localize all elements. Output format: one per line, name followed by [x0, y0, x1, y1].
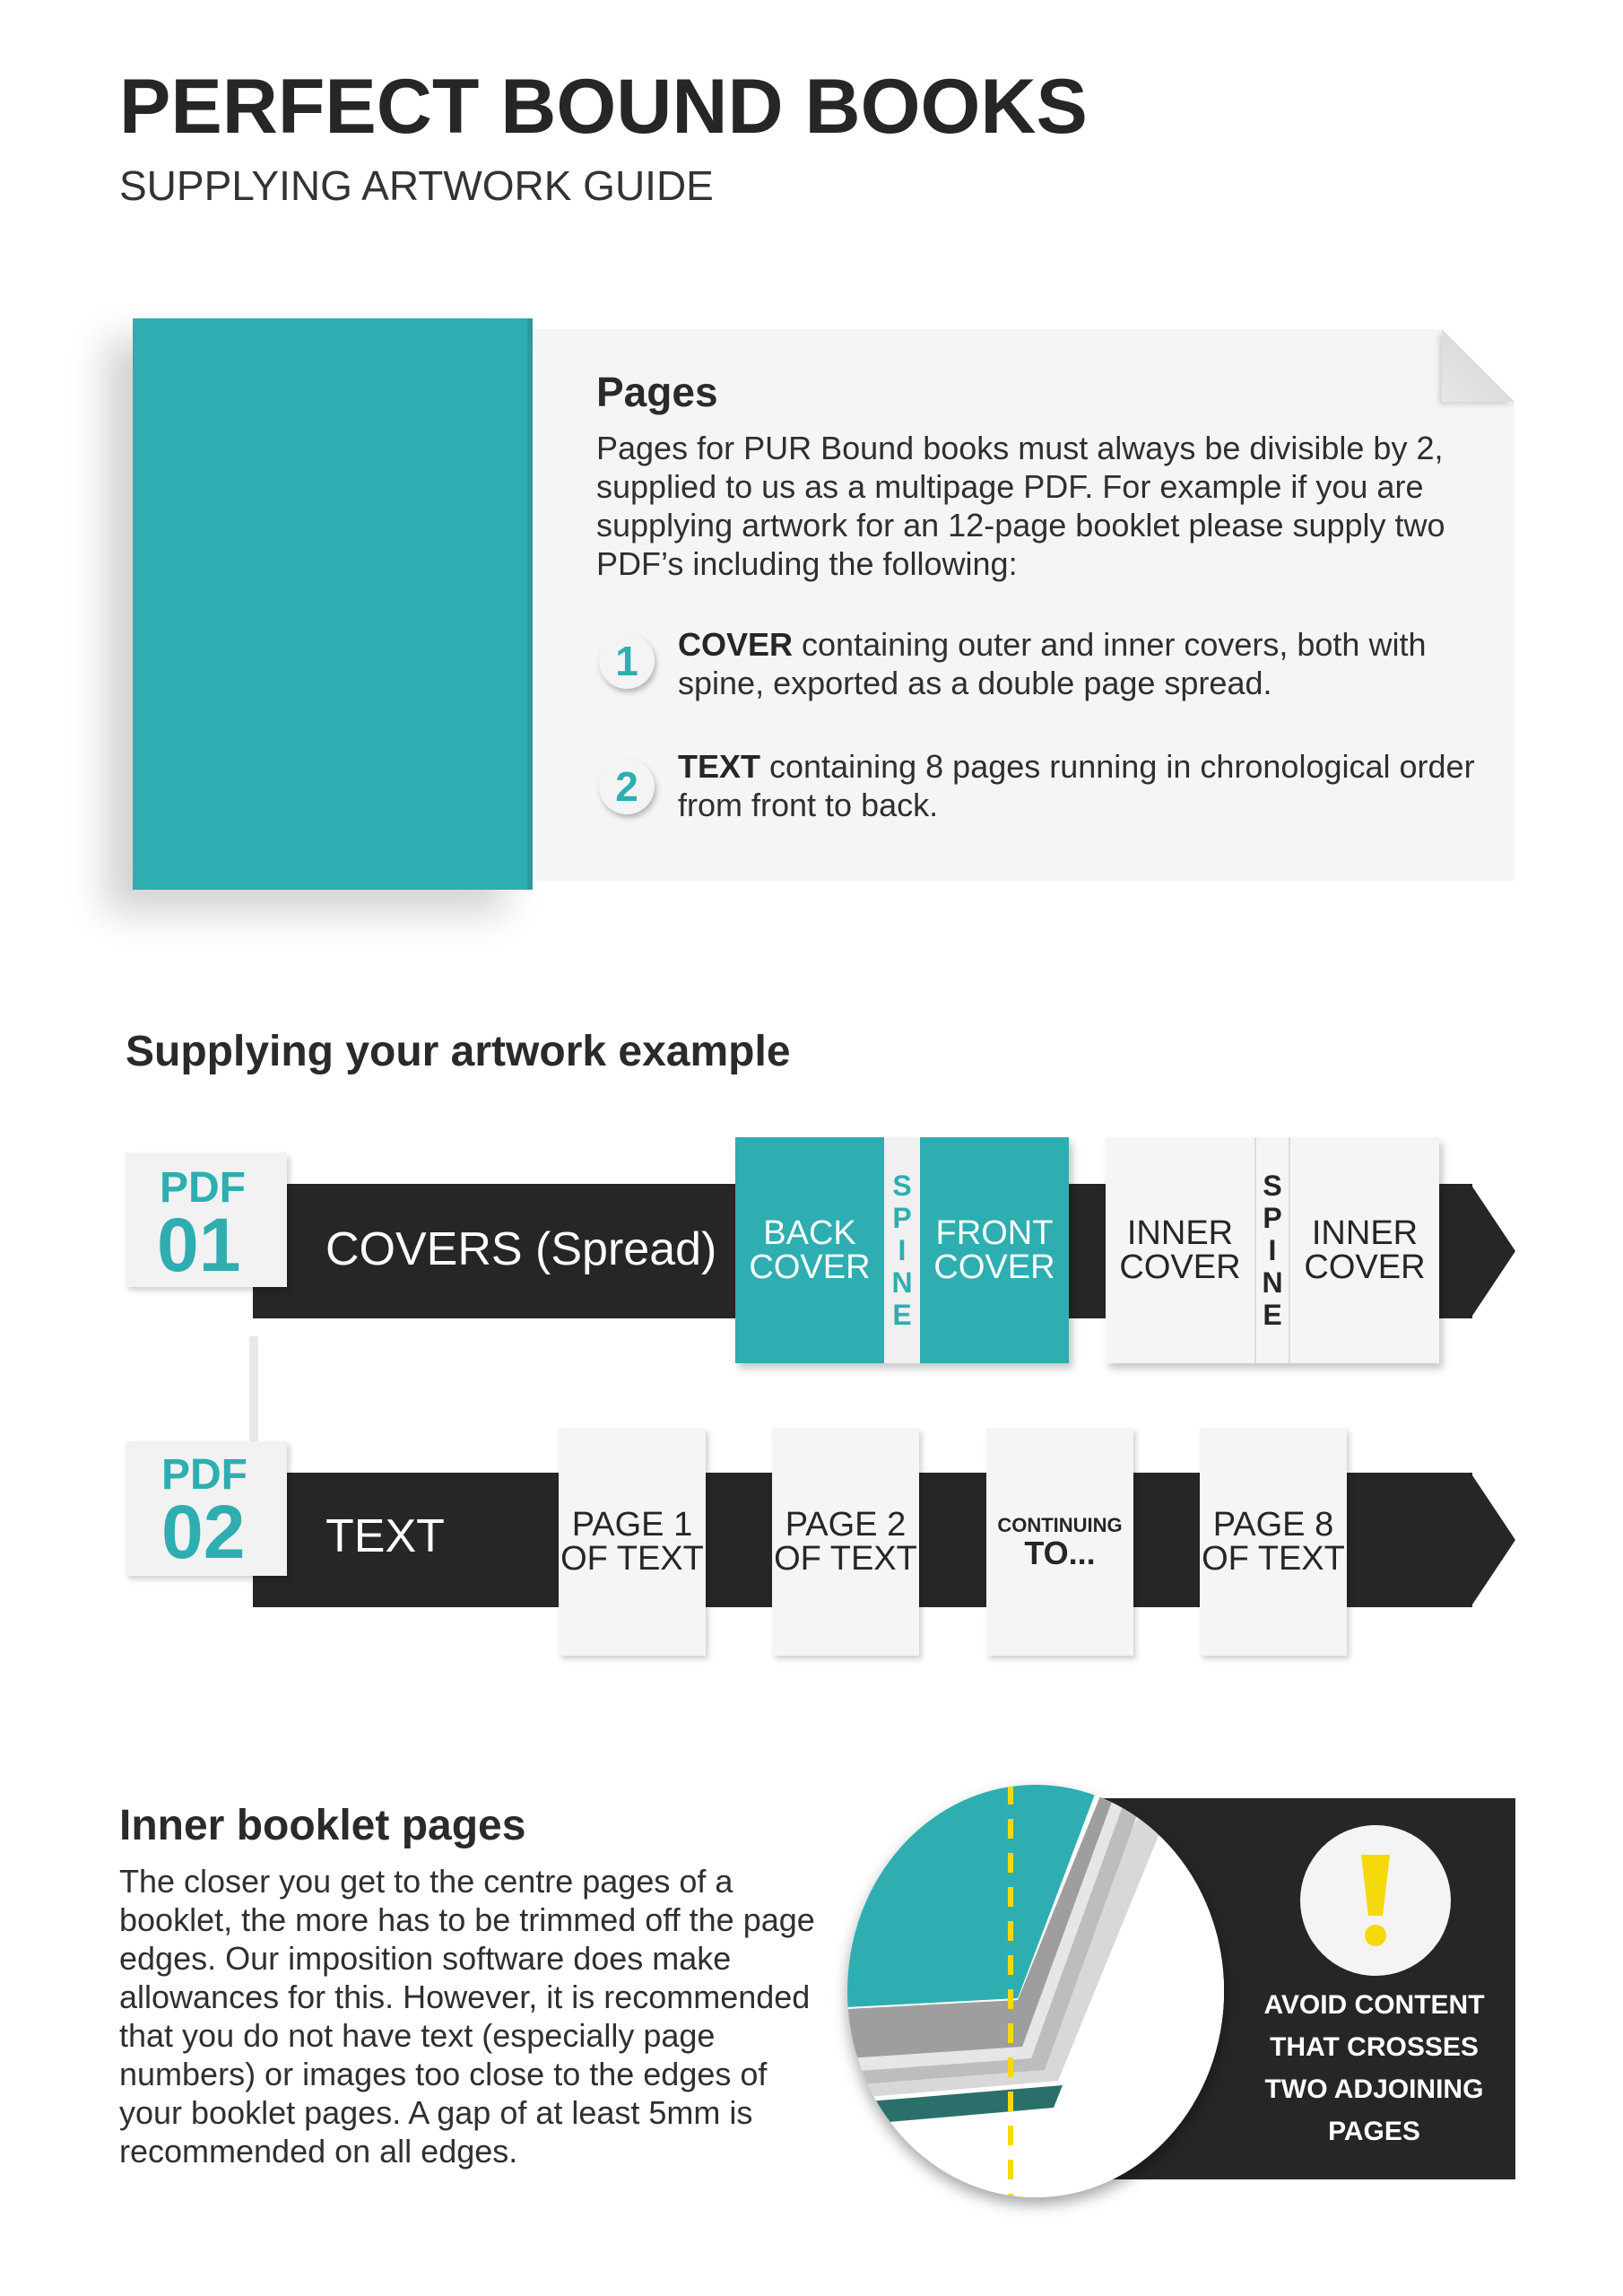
back-cover-panel [735, 1137, 884, 1363]
continuing-line2: TO... [1024, 1535, 1096, 1571]
warning-line: TWO ADJOINING [1264, 2074, 1484, 2104]
pdf-01-label: PDF [160, 1164, 246, 1212]
text-page-2 [772, 1428, 919, 1656]
step-number-badge: 2 [599, 759, 655, 814]
pdf-01-number: 01 [157, 1203, 241, 1287]
continuing-line1: CONTINUING [997, 1514, 1123, 1536]
back-cover-line1: BACK [763, 1214, 856, 1252]
spine-letter: E [1263, 1299, 1282, 1331]
spine-letter: N [1262, 1266, 1283, 1299]
teal-book-illustration [133, 318, 532, 890]
inner-cover-right-panel [1290, 1137, 1439, 1363]
warning-text [1237, 1984, 1511, 2152]
inner-spine-label [1254, 1137, 1290, 1363]
card-folded-corner [1442, 329, 1515, 402]
book-spine-edge [527, 318, 533, 890]
page8-line2: OF TEXT [1202, 1540, 1345, 1578]
text-bar-label: TEXT [325, 1510, 445, 1562]
cover-keyword: COVER [678, 626, 794, 663]
warning-line: THAT CROSSES [1270, 2032, 1479, 2062]
pdf-connector-line [249, 1336, 258, 1444]
exclamation-icon [1349, 1851, 1402, 1950]
text-page-1 [559, 1428, 706, 1656]
inner-left-line2: COVER [1119, 1248, 1241, 1286]
front-cover-panel [920, 1137, 1069, 1363]
booklet-pages-graphic [847, 1785, 1224, 2197]
pdf-02-label: PDF [161, 1451, 247, 1499]
page1-line1: PAGE 1 [571, 1506, 693, 1544]
page2-line1: PAGE 2 [785, 1506, 907, 1544]
inner-booklet-description: The closer you get to the centre pages of a booklet, the more has to be trimmed off the page edges. Our imposition software does make allowances for this. However, it is recommended that you do not have text (especially page numbers) or images too close to the edges of your booklet pages. A gap of at least 5mm is recommended on all edges. [119, 1863, 815, 2170]
spine-letter: N [891, 1266, 913, 1299]
outer-spine-label [884, 1137, 920, 1363]
inner-right-line1: INNER [1311, 1214, 1419, 1252]
example-heading: Supplying your artwork example [126, 1028, 791, 1075]
front-cover-line2: COVER [933, 1248, 1055, 1286]
page-title: PERFECT BOUND BOOKS [119, 64, 1088, 150]
text-page-8 [1200, 1428, 1347, 1656]
inner-cover-left-panel [1106, 1137, 1254, 1363]
booklet-closeup-illustration [847, 1785, 1224, 2197]
text-instruction [678, 747, 1503, 824]
warning-icon [1300, 1825, 1451, 1976]
covers-bar-label: COVERS (Spread) [325, 1223, 717, 1275]
cover-instruction [678, 625, 1503, 702]
spine-letter: E [892, 1299, 912, 1331]
continuing-page [986, 1428, 1133, 1656]
inner-right-line2: COVER [1304, 1248, 1426, 1286]
covers-arrow-head [1471, 1184, 1515, 1318]
page-subtitle: SUPPLYING ARTWORK GUIDE [119, 162, 714, 209]
spine-letter: S [892, 1170, 912, 1202]
warning-line: AVOID CONTENT [1263, 1990, 1485, 2020]
page2-line2: OF TEXT [774, 1540, 917, 1578]
back-cover-line2: COVER [749, 1248, 871, 1286]
spine-letter: I [1268, 1234, 1277, 1266]
spine-letter: S [1263, 1170, 1282, 1202]
page1-line2: OF TEXT [560, 1540, 704, 1578]
spine-letter: I [898, 1234, 907, 1266]
cover-instruction-text: containing outer and inner covers, both with spine, exported as a double page spread. [678, 626, 1427, 701]
front-cover-line1: FRONT [935, 1214, 1054, 1252]
pages-heading: Pages [596, 369, 718, 415]
spine-letter: P [892, 1202, 912, 1234]
spine-letter: P [1263, 1202, 1282, 1234]
inner-left-line1: INNER [1126, 1214, 1234, 1252]
pdf-02-number: 02 [161, 1490, 246, 1574]
warning-line: PAGES [1328, 2117, 1420, 2146]
text-keyword: TEXT [678, 748, 761, 785]
text-arrow-head [1471, 1473, 1515, 1607]
pages-description: Pages for PUR Bound books must always be divisible by 2, supplied to us as a multipage PDF. For example if you are supplying artwork for an 12-page booklet please supply two PDF’s including the following: [596, 430, 1445, 582]
inner-booklet-heading: Inner booklet pages [119, 1802, 526, 1849]
text-instruction-text: containing 8 pages running in chronological order from front to back. [678, 748, 1475, 823]
step-number-badge: 1 [599, 633, 655, 689]
page8-line1: PAGE 8 [1212, 1506, 1334, 1544]
